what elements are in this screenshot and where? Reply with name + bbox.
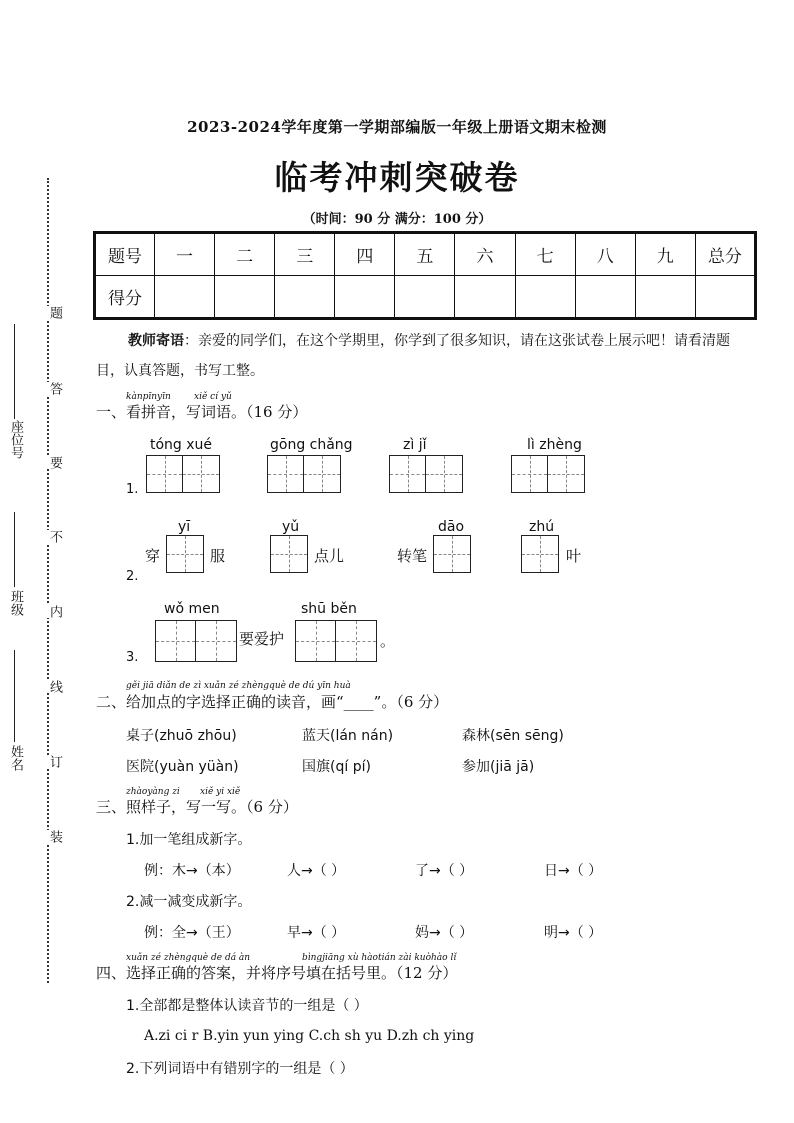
section3-pinyin: zhàoyàng zi [126, 787, 180, 797]
pinyin-prompt: gōng chǎng [270, 437, 353, 453]
score-cell[interactable] [335, 276, 395, 319]
word-after: 叶 [566, 547, 582, 565]
writing-grid[interactable] [267, 455, 341, 493]
answer-blank[interactable]: 人→（ ） [287, 863, 346, 879]
teacher-message-text: ：亲爱的同学们，在这个学期里，你学到了很多知识，请在这张试卷上展示吧！请看清题目，认真答题，书写工整。 [96, 333, 730, 379]
column-header: 三 [275, 233, 335, 276]
sentence-end: 。 [380, 632, 396, 650]
column-header: 总分 [695, 233, 755, 276]
answer-blank[interactable]: 妈→（ ） [415, 925, 474, 941]
question-number: 2. [126, 569, 139, 584]
writing-grid[interactable] [433, 535, 471, 573]
answer-blank[interactable]: 了→（ ） [415, 863, 474, 879]
pinyin-prompt: tóng xué [150, 437, 213, 453]
writing-grid[interactable] [511, 455, 585, 493]
pinyin-prompt: dāo [438, 519, 465, 535]
binding-char: 线 [47, 680, 62, 693]
column-header: 二 [215, 233, 275, 276]
section4-title: 四、选择正确的答案，并将序号填在括号里。（12 分） [96, 964, 458, 982]
pinyin-prompt: lì zhèng [527, 437, 582, 453]
writing-grid[interactable] [270, 535, 308, 573]
binding-char: 订 [47, 755, 62, 768]
question-number: 3. [126, 650, 139, 665]
column-header: 七 [515, 233, 575, 276]
teacher-message [96, 326, 736, 386]
binding-char: 答 [47, 382, 62, 395]
class-field[interactable] [14, 512, 15, 587]
score-cell[interactable] [515, 276, 575, 319]
binding-char: 装 [47, 830, 62, 843]
word-before: 穿 [145, 547, 161, 565]
score-cell[interactable] [455, 276, 515, 319]
reading-choice[interactable]: 蓝天(lán nán) [302, 728, 394, 744]
column-header: 一 [155, 233, 215, 276]
answer-options: A.zi ci r B.yin yun ying C.ch sh yu D.zh ch ying [144, 1028, 475, 1044]
answer-blank[interactable]: 早→（ ） [287, 925, 346, 941]
row-label: 题号 [95, 233, 155, 276]
question[interactable]: 2.下列词语中有错别字的一组是（ ） [126, 1061, 354, 1077]
binding-char: 不 [47, 530, 62, 543]
seat-number-label: 座位号 [8, 420, 23, 459]
table-row [95, 276, 756, 319]
word-after: 服 [210, 547, 226, 565]
name-label: 姓名 [8, 745, 23, 771]
answer-blank[interactable]: 明→（ ） [544, 925, 603, 941]
score-cell[interactable] [155, 276, 215, 319]
section4-pinyin: xuǎn zé zhèngquè de dá àn [126, 953, 251, 963]
column-header: 九 [635, 233, 695, 276]
column-header: 五 [395, 233, 455, 276]
pinyin-prompt: wǒ men [164, 601, 220, 617]
section1-title: 一、看拼音，写词语。（16 分） [96, 403, 308, 421]
binding-char: 要 [47, 456, 62, 469]
table-row [95, 233, 756, 276]
word-before: 转笔 [397, 547, 428, 565]
exam-subtitle: 2023-2024学年度第一学期部编版一年级上册语文期末检测 [187, 118, 607, 136]
pinyin-prompt: yǔ [282, 519, 300, 535]
score-cell[interactable] [275, 276, 335, 319]
section4-pinyin: bìngjiāng xù hàotián zài kuòhào lǐ [302, 953, 457, 963]
column-header: 六 [455, 233, 515, 276]
column-header: 八 [575, 233, 635, 276]
writing-grid[interactable] [155, 620, 237, 662]
sub-question: 1.加一笔组成新字。 [126, 832, 252, 848]
score-cell[interactable] [575, 276, 635, 319]
time-info: （时间：90 分 满分：100 分） [302, 212, 492, 227]
class-label: 班级 [8, 590, 23, 616]
reading-choice[interactable]: 森林(sēn sēng) [462, 728, 564, 744]
pinyin-prompt: yī [178, 519, 191, 535]
score-cell[interactable] [695, 276, 755, 319]
word-after: 点儿 [314, 547, 345, 565]
score-cell[interactable] [395, 276, 455, 319]
sentence-middle: 要爱护 [239, 630, 285, 648]
section1-pinyin: kànpīnyīn [126, 392, 171, 402]
name-field[interactable] [14, 650, 15, 742]
reading-choice[interactable]: 桌子(zhuō zhōu) [126, 728, 237, 744]
row-label: 得分 [95, 276, 155, 319]
question-number: 1. [126, 482, 139, 497]
writing-grid[interactable] [146, 455, 220, 493]
reading-choice[interactable]: 医院(yuàn yüàn) [126, 759, 239, 775]
teacher-message-label: 教师寄语 [128, 333, 184, 349]
section3-pinyin: xiě yi xiě [200, 787, 241, 797]
reading-choice[interactable]: 参加(jiā jā) [462, 759, 535, 775]
question[interactable]: 1.全部都是整体认读音节的一组是（ ） [126, 998, 368, 1014]
binding-char: 内 [47, 605, 62, 618]
score-cell[interactable] [635, 276, 695, 319]
writing-grid[interactable] [166, 535, 204, 573]
reading-choice[interactable]: 国旗(qí pí) [302, 759, 371, 775]
writing-grid[interactable] [295, 620, 377, 662]
writing-grid[interactable] [521, 535, 559, 573]
binding-char: 题 [47, 306, 62, 319]
sub-question: 2.减一减变成新字。 [126, 894, 252, 910]
binding-dotted-line [47, 178, 49, 983]
writing-grid[interactable] [389, 455, 463, 493]
pinyin-prompt: shū běn [301, 601, 357, 617]
answer-blank[interactable]: 日→（ ） [544, 863, 603, 879]
section2-title: 二、给加点的字选择正确的读音，画“____”。（6 分） [96, 693, 449, 711]
score-table [93, 231, 757, 320]
example: 例：全→（王） [144, 925, 240, 941]
section1-pinyin: xiě cí yǔ [194, 392, 232, 402]
score-cell[interactable] [215, 276, 275, 319]
exam-title: 临考冲刺突破卷 [274, 158, 520, 197]
pinyin-prompt: zì jǐ [403, 437, 427, 453]
example: 例：木→（本） [144, 863, 240, 879]
pinyin-prompt: zhú [529, 519, 555, 535]
seat-number-field[interactable] [14, 324, 15, 419]
section3-title: 三、照样子，写一写。（6 分） [96, 798, 298, 816]
column-header: 四 [335, 233, 395, 276]
section2-pinyin: gěi jiā diǎn de zì xuǎn zé zhèngquè de dú yīn huà [126, 681, 351, 691]
